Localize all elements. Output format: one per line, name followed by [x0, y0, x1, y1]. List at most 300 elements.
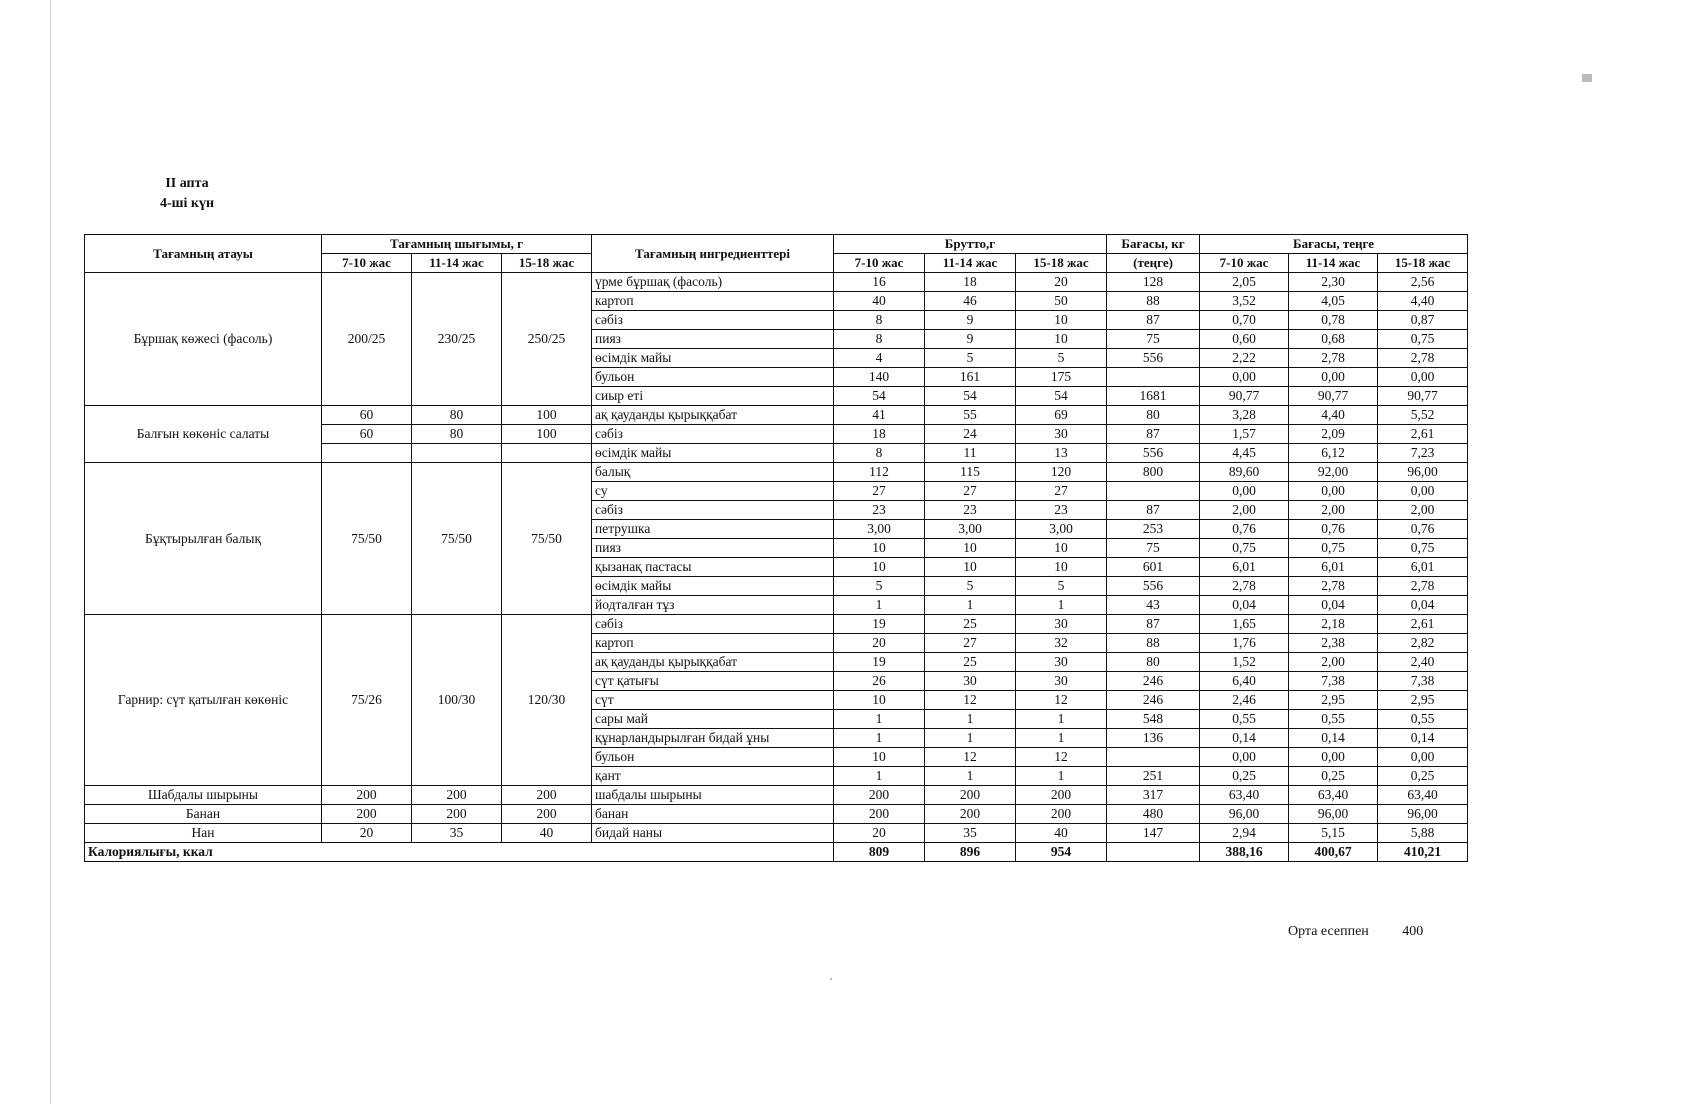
cost-cell: 0,75 [1289, 539, 1378, 558]
brutto-cell: 140 [834, 368, 925, 387]
brutto-cell: 10 [1016, 330, 1107, 349]
cost-cell: 2,94 [1200, 824, 1289, 843]
yield-cell: 40 [502, 824, 592, 843]
cost-cell: 92,00 [1289, 463, 1378, 482]
brutto-cell: 20 [834, 634, 925, 653]
table-row [85, 406, 1468, 425]
brutto-cell: 200 [1016, 805, 1107, 824]
price-kg-cell: 88 [1107, 634, 1200, 653]
cost-cell: 1,76 [1200, 634, 1289, 653]
cost-cell: 5,15 [1289, 824, 1378, 843]
cost-cell: 2,38 [1289, 634, 1378, 653]
cost-cell: 2,00 [1200, 501, 1289, 520]
cost-cell: 2,00 [1289, 501, 1378, 520]
cost-cell: 0,55 [1200, 710, 1289, 729]
cost-cell: 2,61 [1378, 615, 1468, 634]
total-brutto-cell: 809 [834, 843, 925, 862]
ingredient-name: қант [592, 767, 834, 786]
brutto-cell: 5 [925, 577, 1016, 596]
total-label: Калориялығы, ккал [85, 843, 834, 862]
cost-cell: 4,40 [1378, 292, 1468, 311]
header-row [85, 235, 1468, 254]
ingredient-name: йодталған тұз [592, 596, 834, 615]
brutto-cell: 3,00 [1016, 520, 1107, 539]
ingredient-name: сүт қатығы [592, 672, 834, 691]
dish-name: Банан [85, 805, 322, 824]
ingredient-name: балық [592, 463, 834, 482]
dish-name: Шабдалы шырыны [85, 786, 322, 805]
cost-cell: 90,77 [1289, 387, 1378, 406]
cost-cell: 0,14 [1200, 729, 1289, 748]
yield-cell: 200 [412, 805, 502, 824]
price-kg-cell: 80 [1107, 406, 1200, 425]
brutto-cell: 10 [834, 748, 925, 767]
brutto-cell: 23 [925, 501, 1016, 520]
ingredient-name: картоп [592, 634, 834, 653]
cost-group-header: Бағасы, теңге [1200, 235, 1468, 254]
yield-cell: 200 [502, 786, 592, 805]
yield-cell: 75/50 [502, 463, 592, 615]
cost-cell: 2,78 [1289, 577, 1378, 596]
price-kg-cell: 87 [1107, 615, 1200, 634]
total-row [85, 843, 1468, 862]
brutto-cell: 200 [834, 805, 925, 824]
price-kg-cell: 601 [1107, 558, 1200, 577]
price-kg-cell: 480 [1107, 805, 1200, 824]
cost-cell: 7,38 [1289, 672, 1378, 691]
cost-cell: 2,56 [1378, 273, 1468, 292]
cost-cell: 0,76 [1378, 520, 1468, 539]
cost-cell: 2,22 [1200, 349, 1289, 368]
cost-cell: 0,00 [1378, 482, 1468, 501]
scan-speck [1582, 74, 1592, 82]
age-header: 7-10 жас [834, 254, 925, 273]
age-header: 15-18 жас [1378, 254, 1468, 273]
brutto-cell: 12 [1016, 748, 1107, 767]
ingredient-name: шабдалы шырыны [592, 786, 834, 805]
brutto-cell: 4 [834, 349, 925, 368]
cost-cell: 0,76 [1200, 520, 1289, 539]
cost-cell: 63,40 [1200, 786, 1289, 805]
ingredient-name: сүт [592, 691, 834, 710]
brutto-cell: 1 [1016, 767, 1107, 786]
yield-cell: 250/25 [502, 273, 592, 406]
table-row [85, 463, 1468, 482]
cost-cell: 0,75 [1378, 539, 1468, 558]
brutto-cell: 50 [1016, 292, 1107, 311]
brutto-cell: 3,00 [834, 520, 925, 539]
brutto-cell: 25 [925, 653, 1016, 672]
price-kg-cell [1107, 748, 1200, 767]
dish-name-header: Тағамның атауы [85, 235, 322, 273]
price-kg-cell: 75 [1107, 539, 1200, 558]
cost-cell: 0,76 [1289, 520, 1378, 539]
cost-cell: 1,65 [1200, 615, 1289, 634]
age-header: 11-14 жас [925, 254, 1016, 273]
cost-cell: 0,04 [1200, 596, 1289, 615]
ingredient-name: сары май [592, 710, 834, 729]
cost-cell: 0,00 [1200, 748, 1289, 767]
average-label: Орта есеппен [1288, 924, 1369, 939]
dish-name: Нан [85, 824, 322, 843]
price-kg-cell: 147 [1107, 824, 1200, 843]
yield-cell [412, 444, 502, 463]
brutto-cell: 30 [1016, 672, 1107, 691]
brutto-cell: 18 [834, 425, 925, 444]
table-row [85, 805, 1468, 824]
brutto-cell: 55 [925, 406, 1016, 425]
cost-cell: 0,14 [1289, 729, 1378, 748]
cost-cell: 0,25 [1289, 767, 1378, 786]
cost-cell: 96,00 [1378, 463, 1468, 482]
brutto-cell: 5 [1016, 349, 1107, 368]
yield-cell: 200/25 [322, 273, 412, 406]
yield-cell: 60 [322, 425, 412, 444]
brutto-cell: 27 [834, 482, 925, 501]
price-kg-cell: 800 [1107, 463, 1200, 482]
brutto-cell: 23 [834, 501, 925, 520]
cost-cell: 2,30 [1289, 273, 1378, 292]
ingredient-name: картоп [592, 292, 834, 311]
ingredient-name: бульон [592, 748, 834, 767]
brutto-cell: 10 [925, 558, 1016, 577]
ingredient-name: петрушка [592, 520, 834, 539]
brutto-cell: 54 [925, 387, 1016, 406]
brutto-cell: 1 [834, 710, 925, 729]
yield-cell: 80 [412, 425, 502, 444]
brutto-cell: 19 [834, 653, 925, 672]
brutto-cell: 13 [1016, 444, 1107, 463]
brutto-cell: 27 [925, 482, 1016, 501]
price-kg-cell: 246 [1107, 672, 1200, 691]
ingredient-name: қызанақ пастасы [592, 558, 834, 577]
ingredient-name: өсімдік майы [592, 349, 834, 368]
cost-cell: 2,18 [1289, 615, 1378, 634]
brutto-cell: 10 [834, 539, 925, 558]
brutto-cell: 1 [1016, 596, 1107, 615]
brutto-cell: 24 [925, 425, 1016, 444]
brutto-cell: 30 [1016, 615, 1107, 634]
table-row [85, 786, 1468, 805]
brutto-cell: 175 [1016, 368, 1107, 387]
cost-cell: 2,61 [1378, 425, 1468, 444]
week-label: II апта [165, 176, 209, 191]
ingredient-name: сәбіз [592, 311, 834, 330]
cost-cell: 2,40 [1378, 653, 1468, 672]
ingredient-name: үрме бұршақ (фасоль) [592, 273, 834, 292]
cost-cell: 2,95 [1378, 691, 1468, 710]
cost-cell: 0,00 [1289, 748, 1378, 767]
menu-body [85, 273, 1468, 862]
price-kg-cell: 128 [1107, 273, 1200, 292]
cost-cell: 63,40 [1289, 786, 1378, 805]
yield-cell: 75/50 [412, 463, 502, 615]
ingredient-name: ақ қауданды қырыққабат [592, 653, 834, 672]
price-kg-cell: 317 [1107, 786, 1200, 805]
brutto-cell: 23 [1016, 501, 1107, 520]
brutto-cell: 12 [1016, 691, 1107, 710]
cost-cell: 0,87 [1378, 311, 1468, 330]
brutto-cell: 115 [925, 463, 1016, 482]
ingredient-name: бидай наны [592, 824, 834, 843]
brutto-cell: 120 [1016, 463, 1107, 482]
yield-cell: 120/30 [502, 615, 592, 786]
ingredient-name: сәбіз [592, 501, 834, 520]
yield-cell: 200 [322, 786, 412, 805]
cost-cell: 96,00 [1378, 805, 1468, 824]
price-kg-cell: 80 [1107, 653, 1200, 672]
brutto-cell: 54 [1016, 387, 1107, 406]
cost-cell: 0,00 [1289, 368, 1378, 387]
price-kg-cell [1107, 482, 1200, 501]
ingredient-name: сәбіз [592, 615, 834, 634]
price-kg-cell [1107, 368, 1200, 387]
brutto-cell: 18 [925, 273, 1016, 292]
brutto-cell: 200 [834, 786, 925, 805]
yield-cell: 100 [502, 406, 592, 425]
brutto-cell: 27 [1016, 482, 1107, 501]
table-row [85, 824, 1468, 843]
cost-cell: 6,40 [1200, 672, 1289, 691]
dish-name: Балғын көкөніс салаты [85, 406, 322, 463]
price-kg-cell: 87 [1107, 311, 1200, 330]
age-header: 7-10 жас [1200, 254, 1289, 273]
cost-cell: 96,00 [1200, 805, 1289, 824]
cost-cell: 0,04 [1289, 596, 1378, 615]
page-heading [160, 174, 214, 214]
ingredient-name: сиыр еті [592, 387, 834, 406]
total-brutto-cell: 954 [1016, 843, 1107, 862]
yield-cell: 100/30 [412, 615, 502, 786]
price-kg-cell: 548 [1107, 710, 1200, 729]
total-cost-cell: 388,16 [1200, 843, 1289, 862]
brutto-cell: 8 [834, 444, 925, 463]
cost-cell: 2,78 [1378, 349, 1468, 368]
age-header: 11-14 жас [412, 254, 502, 273]
cost-cell: 2,78 [1378, 577, 1468, 596]
brutto-cell: 10 [1016, 539, 1107, 558]
brutto-cell: 12 [925, 691, 1016, 710]
brutto-cell: 1 [834, 729, 925, 748]
brutto-cell: 54 [834, 387, 925, 406]
brutto-cell: 5 [925, 349, 1016, 368]
cost-cell: 0,68 [1289, 330, 1378, 349]
cost-cell: 6,01 [1200, 558, 1289, 577]
brutto-cell: 40 [1016, 824, 1107, 843]
yield-cell: 80 [412, 406, 502, 425]
menu-table [84, 234, 1468, 862]
brutto-cell: 35 [925, 824, 1016, 843]
cost-cell: 2,95 [1289, 691, 1378, 710]
cost-cell: 4,05 [1289, 292, 1378, 311]
price-kg-cell: 556 [1107, 577, 1200, 596]
price-kg-cell: 43 [1107, 596, 1200, 615]
total-cost-cell: 410,21 [1378, 843, 1468, 862]
brutto-cell: 20 [1016, 273, 1107, 292]
yield-group-header: Тағамның шығымы, г [322, 235, 592, 254]
dish-name: Гарнир: сүт қатылған көкөніс [85, 615, 322, 786]
price-kg-cell: 75 [1107, 330, 1200, 349]
ingredient-name: сәбіз [592, 425, 834, 444]
brutto-cell: 3,00 [925, 520, 1016, 539]
cost-cell: 6,12 [1289, 444, 1378, 463]
yield-cell: 100 [502, 425, 592, 444]
scan-speck [830, 978, 832, 980]
price-kg-cell: 556 [1107, 349, 1200, 368]
cost-cell: 1,52 [1200, 653, 1289, 672]
brutto-cell: 46 [925, 292, 1016, 311]
brutto-cell: 112 [834, 463, 925, 482]
ingredient-name: бульон [592, 368, 834, 387]
cost-cell: 90,77 [1378, 387, 1468, 406]
age-header: 15-18 жас [502, 254, 592, 273]
cost-cell: 1,57 [1200, 425, 1289, 444]
brutto-cell: 1 [834, 596, 925, 615]
ingredient-name: су [592, 482, 834, 501]
brutto-cell: 1 [925, 729, 1016, 748]
dish-name: Бұршақ көжесі (фасоль) [85, 273, 322, 406]
brutto-cell: 16 [834, 273, 925, 292]
cost-cell: 0,60 [1200, 330, 1289, 349]
brutto-cell: 40 [834, 292, 925, 311]
brutto-cell: 32 [1016, 634, 1107, 653]
cost-cell: 2,00 [1378, 501, 1468, 520]
cost-cell: 0,00 [1200, 368, 1289, 387]
brutto-cell: 200 [925, 805, 1016, 824]
cost-cell: 0,00 [1378, 368, 1468, 387]
brutto-cell: 41 [834, 406, 925, 425]
yield-cell: 20 [322, 824, 412, 843]
brutto-cell: 1 [925, 710, 1016, 729]
yield-cell: 200 [322, 805, 412, 824]
yield-cell: 75/26 [322, 615, 412, 786]
cost-cell: 3,28 [1200, 406, 1289, 425]
price-kg-cell: 136 [1107, 729, 1200, 748]
cost-cell: 63,40 [1378, 786, 1468, 805]
brutto-cell: 1 [925, 596, 1016, 615]
price-kg-cell: 1681 [1107, 387, 1200, 406]
brutto-cell: 27 [925, 634, 1016, 653]
day-label: 4-ші күн [160, 196, 215, 211]
cost-cell: 2,00 [1289, 653, 1378, 672]
brutto-cell: 200 [1016, 786, 1107, 805]
ingredient-name: пияз [592, 539, 834, 558]
cost-cell: 4,45 [1200, 444, 1289, 463]
brutto-cell: 10 [834, 558, 925, 577]
ingredient-name: ақ қауданды қырыққабат [592, 406, 834, 425]
brutto-cell: 200 [925, 786, 1016, 805]
cost-cell: 4,40 [1289, 406, 1378, 425]
brutto-cell: 30 [1016, 425, 1107, 444]
ingredient-name: өсімдік майы [592, 577, 834, 596]
cost-cell: 0,70 [1200, 311, 1289, 330]
cost-cell: 2,05 [1200, 273, 1289, 292]
brutto-cell: 1 [1016, 729, 1107, 748]
yield-cell: 35 [412, 824, 502, 843]
brutto-cell: 26 [834, 672, 925, 691]
brutto-cell: 11 [925, 444, 1016, 463]
cost-cell: 0,75 [1378, 330, 1468, 349]
cost-cell: 2,82 [1378, 634, 1468, 653]
brutto-cell: 10 [925, 539, 1016, 558]
total-empty-cell [1107, 843, 1200, 862]
brutto-cell: 8 [834, 311, 925, 330]
ingredients-header: Тағамның ингредиенттері [592, 235, 834, 273]
price-kg-cell: 251 [1107, 767, 1200, 786]
average-value: 400 [1402, 924, 1424, 939]
brutto-cell: 1 [925, 767, 1016, 786]
cost-cell: 2,78 [1200, 577, 1289, 596]
brutto-cell: 10 [1016, 311, 1107, 330]
cost-cell: 90,77 [1200, 387, 1289, 406]
cost-cell: 0,25 [1200, 767, 1289, 786]
ingredient-name: өсімдік майы [592, 444, 834, 463]
price-kg-header: Бағасы, кг [1107, 235, 1200, 254]
brutto-cell: 25 [925, 615, 1016, 634]
cost-cell: 0,00 [1200, 482, 1289, 501]
brutto-cell: 1 [834, 767, 925, 786]
brutto-cell: 5 [834, 577, 925, 596]
cost-cell: 2,78 [1289, 349, 1378, 368]
brutto-cell: 9 [925, 311, 1016, 330]
cost-cell: 0,25 [1378, 767, 1468, 786]
cost-cell: 89,60 [1200, 463, 1289, 482]
yield-cell [322, 444, 412, 463]
price-kg-cell: 556 [1107, 444, 1200, 463]
brutto-cell: 19 [834, 615, 925, 634]
price-kg-cell: 246 [1107, 691, 1200, 710]
cost-cell: 6,01 [1289, 558, 1378, 577]
cost-cell: 0,00 [1378, 748, 1468, 767]
cost-cell: 0,04 [1378, 596, 1468, 615]
brutto-cell: 20 [834, 824, 925, 843]
table-row [85, 273, 1468, 292]
brutto-group-header: Брутто,г [834, 235, 1107, 254]
brutto-cell: 12 [925, 748, 1016, 767]
price-kg-cell: 87 [1107, 501, 1200, 520]
brutto-cell: 161 [925, 368, 1016, 387]
age-header: 15-18 жас [1016, 254, 1107, 273]
ingredient-name: банан [592, 805, 834, 824]
price-kg-cell: 87 [1107, 425, 1200, 444]
yield-cell [502, 444, 592, 463]
yield-cell: 200 [502, 805, 592, 824]
price-kg-cell: 253 [1107, 520, 1200, 539]
brutto-cell: 9 [925, 330, 1016, 349]
cost-cell: 0,78 [1289, 311, 1378, 330]
ingredient-name: құнарландырылған бидай ұны [592, 729, 834, 748]
cost-cell: 0,75 [1200, 539, 1289, 558]
brutto-cell: 5 [1016, 577, 1107, 596]
price-kg-cell: 88 [1107, 292, 1200, 311]
yield-cell: 75/50 [322, 463, 412, 615]
brutto-cell: 10 [834, 691, 925, 710]
age-header: 11-14 жас [1289, 254, 1378, 273]
brutto-cell: 30 [1016, 653, 1107, 672]
cost-cell: 5,88 [1378, 824, 1468, 843]
price-kg-unit-header: (теңге) [1107, 254, 1200, 273]
yield-cell: 230/25 [412, 273, 502, 406]
yield-cell: 200 [412, 786, 502, 805]
cost-cell: 2,46 [1200, 691, 1289, 710]
yield-cell: 60 [322, 406, 412, 425]
average-footer [1288, 924, 1423, 940]
cost-cell: 0,00 [1289, 482, 1378, 501]
total-brutto-cell: 896 [925, 843, 1016, 862]
scan-edge-line [50, 0, 51, 1104]
cost-cell: 7,38 [1378, 672, 1468, 691]
brutto-cell: 8 [834, 330, 925, 349]
